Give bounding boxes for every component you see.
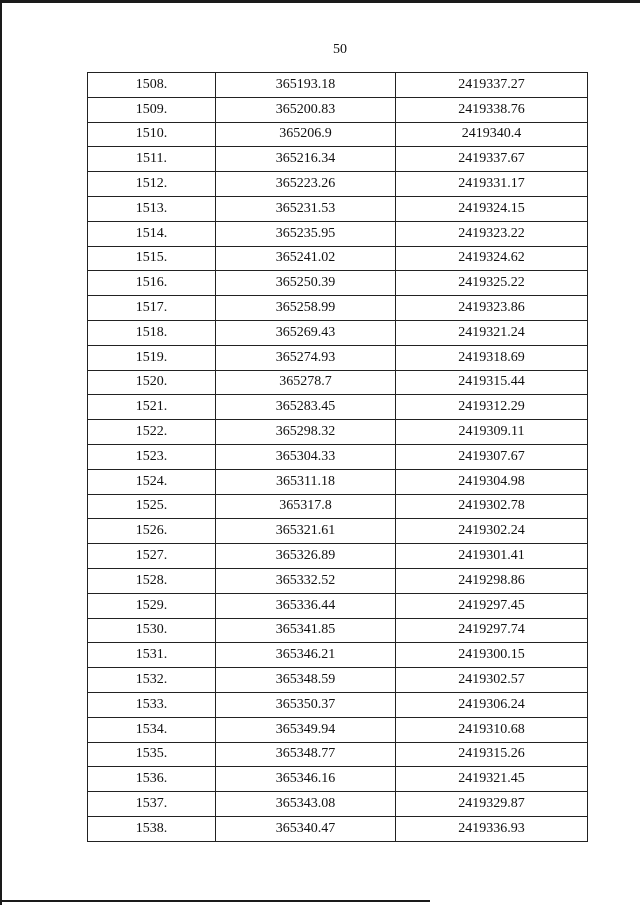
table-row <box>88 668 588 693</box>
table-row <box>88 122 588 147</box>
y-coordinate-cell: 2419329.87 <box>396 792 588 817</box>
table-row <box>88 444 588 469</box>
point-number-cell: 1511. <box>88 147 216 172</box>
y-coordinate-cell: 2419315.44 <box>396 370 588 395</box>
point-number-cell: 1522. <box>88 420 216 445</box>
table-row <box>88 296 588 321</box>
point-number-cell: 1519. <box>88 345 216 370</box>
table-row <box>88 196 588 221</box>
table-row <box>88 420 588 445</box>
point-number-cell: 1525. <box>88 494 216 519</box>
y-coordinate-cell: 2419340.4 <box>396 122 588 147</box>
y-coordinate-cell: 2419302.78 <box>396 494 588 519</box>
y-coordinate-cell: 2419298.86 <box>396 568 588 593</box>
x-coordinate-cell: 365343.08 <box>216 792 396 817</box>
table-row <box>88 494 588 519</box>
point-number-cell: 1535. <box>88 742 216 767</box>
x-coordinate-cell: 365200.83 <box>216 97 396 122</box>
x-coordinate-cell: 365346.16 <box>216 767 396 792</box>
point-number-cell: 1538. <box>88 816 216 841</box>
point-number-cell: 1531. <box>88 643 216 668</box>
scan-border-left <box>0 0 2 905</box>
table-row <box>88 469 588 494</box>
point-number-cell: 1514. <box>88 221 216 246</box>
table-row <box>88 792 588 817</box>
point-number-cell: 1518. <box>88 320 216 345</box>
y-coordinate-cell: 2419310.68 <box>396 717 588 742</box>
x-coordinate-cell: 365317.8 <box>216 494 396 519</box>
x-coordinate-cell: 365193.18 <box>216 73 396 98</box>
point-number-cell: 1533. <box>88 692 216 717</box>
x-coordinate-cell: 365298.32 <box>216 420 396 445</box>
y-coordinate-cell: 2419324.15 <box>396 196 588 221</box>
table-row <box>88 97 588 122</box>
table-row <box>88 816 588 841</box>
table-row <box>88 73 588 98</box>
scan-border-bottom <box>0 900 430 902</box>
table-row <box>88 395 588 420</box>
table-row <box>88 172 588 197</box>
point-number-cell: 1516. <box>88 271 216 296</box>
x-coordinate-cell: 365332.52 <box>216 568 396 593</box>
x-coordinate-cell: 365258.99 <box>216 296 396 321</box>
x-coordinate-cell: 365348.77 <box>216 742 396 767</box>
x-coordinate-cell: 365340.47 <box>216 816 396 841</box>
y-coordinate-cell: 2419337.67 <box>396 147 588 172</box>
y-coordinate-cell: 2419321.24 <box>396 320 588 345</box>
table-row <box>88 767 588 792</box>
x-coordinate-cell: 365216.34 <box>216 147 396 172</box>
y-coordinate-cell: 2419297.45 <box>396 593 588 618</box>
point-number-cell: 1527. <box>88 544 216 569</box>
table-row <box>88 271 588 296</box>
y-coordinate-cell: 2419304.98 <box>396 469 588 494</box>
y-coordinate-cell: 2419301.41 <box>396 544 588 569</box>
x-coordinate-cell: 365311.18 <box>216 469 396 494</box>
y-coordinate-cell: 2419307.67 <box>396 444 588 469</box>
y-coordinate-cell: 2419323.86 <box>396 296 588 321</box>
y-coordinate-cell: 2419300.15 <box>396 643 588 668</box>
y-coordinate-cell: 2419337.27 <box>396 73 588 98</box>
point-number-cell: 1537. <box>88 792 216 817</box>
point-number-cell: 1532. <box>88 668 216 693</box>
x-coordinate-cell: 365350.37 <box>216 692 396 717</box>
coordinates-table-body <box>88 73 588 842</box>
x-coordinate-cell: 365231.53 <box>216 196 396 221</box>
y-coordinate-cell: 2419302.24 <box>396 519 588 544</box>
table-row <box>88 544 588 569</box>
x-coordinate-cell: 365269.43 <box>216 320 396 345</box>
table-row <box>88 147 588 172</box>
x-coordinate-cell: 365349.94 <box>216 717 396 742</box>
table-row <box>88 221 588 246</box>
y-coordinate-cell: 2419321.45 <box>396 767 588 792</box>
table-row <box>88 692 588 717</box>
x-coordinate-cell: 365278.7 <box>216 370 396 395</box>
point-number-cell: 1523. <box>88 444 216 469</box>
point-number-cell: 1510. <box>88 122 216 147</box>
x-coordinate-cell: 365348.59 <box>216 668 396 693</box>
table-row <box>88 370 588 395</box>
x-coordinate-cell: 365346.21 <box>216 643 396 668</box>
x-coordinate-cell: 365241.02 <box>216 246 396 271</box>
point-number-cell: 1526. <box>88 519 216 544</box>
point-number-cell: 1512. <box>88 172 216 197</box>
point-number-cell: 1513. <box>88 196 216 221</box>
y-coordinate-cell: 2419309.11 <box>396 420 588 445</box>
x-coordinate-cell: 365250.39 <box>216 271 396 296</box>
point-number-cell: 1524. <box>88 469 216 494</box>
table-row <box>88 742 588 767</box>
y-coordinate-cell: 2419324.62 <box>396 246 588 271</box>
y-coordinate-cell: 2419338.76 <box>396 97 588 122</box>
point-number-cell: 1509. <box>88 97 216 122</box>
y-coordinate-cell: 2419336.93 <box>396 816 588 841</box>
y-coordinate-cell: 2419318.69 <box>396 345 588 370</box>
point-number-cell: 1517. <box>88 296 216 321</box>
point-number-cell: 1534. <box>88 717 216 742</box>
table-row <box>88 320 588 345</box>
table-row <box>88 246 588 271</box>
table-row <box>88 519 588 544</box>
y-coordinate-cell: 2419302.57 <box>396 668 588 693</box>
y-coordinate-cell: 2419323.22 <box>396 221 588 246</box>
x-coordinate-cell: 365206.9 <box>216 122 396 147</box>
x-coordinate-cell: 365304.33 <box>216 444 396 469</box>
page-number: 50 <box>333 42 347 57</box>
x-coordinate-cell: 365341.85 <box>216 618 396 643</box>
x-coordinate-cell: 365283.45 <box>216 395 396 420</box>
y-coordinate-cell: 2419315.26 <box>396 742 588 767</box>
table-row <box>88 593 588 618</box>
y-coordinate-cell: 2419306.24 <box>396 692 588 717</box>
x-coordinate-cell: 365235.95 <box>216 221 396 246</box>
x-coordinate-cell: 365336.44 <box>216 593 396 618</box>
point-number-cell: 1529. <box>88 593 216 618</box>
x-coordinate-cell: 365321.61 <box>216 519 396 544</box>
table-row <box>88 717 588 742</box>
point-number-cell: 1528. <box>88 568 216 593</box>
table-row <box>88 643 588 668</box>
y-coordinate-cell: 2419312.29 <box>396 395 588 420</box>
point-number-cell: 1520. <box>88 370 216 395</box>
y-coordinate-cell: 2419297.74 <box>396 618 588 643</box>
y-coordinate-cell: 2419331.17 <box>396 172 588 197</box>
x-coordinate-cell: 365223.26 <box>216 172 396 197</box>
y-coordinate-cell: 2419325.22 <box>396 271 588 296</box>
point-number-cell: 1536. <box>88 767 216 792</box>
table-row <box>88 345 588 370</box>
coordinates-table <box>87 72 588 842</box>
table-row <box>88 568 588 593</box>
point-number-cell: 1530. <box>88 618 216 643</box>
x-coordinate-cell: 365326.89 <box>216 544 396 569</box>
scan-border-top <box>0 0 640 3</box>
point-number-cell: 1521. <box>88 395 216 420</box>
point-number-cell: 1508. <box>88 73 216 98</box>
point-number-cell: 1515. <box>88 246 216 271</box>
table-row <box>88 618 588 643</box>
x-coordinate-cell: 365274.93 <box>216 345 396 370</box>
